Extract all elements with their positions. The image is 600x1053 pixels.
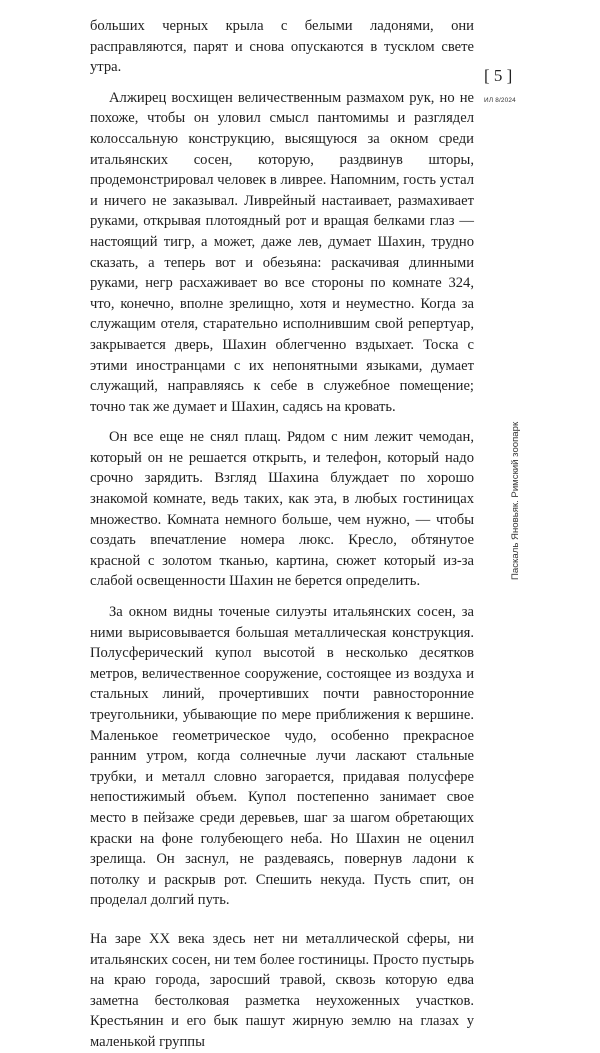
running-title-author: Паскаль Яновьяк. [510, 500, 521, 580]
paragraph-continuation: больших черных крыла с белыми ладонями, они расправляются, парят и снова опускаются в тусклом свете утра. [90, 18, 474, 76]
page-number [484, 66, 520, 86]
running-title [510, 422, 521, 580]
journal-issue: ИЛ 8/2024 [484, 97, 516, 104]
paragraph-zarya-veka: На заре XX века здесь нет ни металлической сферы, ни итальянских сосен, ни тем более гостиницы. Просто пустырь на краю города, заросший травой, сквозь которую едва заметна бестолковая разметка неухоженных участков. Крестьянин и его бык пашут жирную землю на глазах у маленькой группы [90, 930, 474, 1050]
paragraph-sosny: За окном видны точеные силуэты итальянских сосен, за ними вырисовывается большая металлическая конструкция. Полусферический купол высотой в несколько десятков метров, величественное сооружение, состоящее из воздуха и стальных линий, прочертивших почти равносторонние треугольники, убывающие по мере приближения к вершине. Маленькое геометрическое чудо, особенно прекрасное ранним утром, когда солнечные лучи ласкают стальные трубки, и металл словно загорается, придавая полусфере непостижимый объем. Купол постепенно занимает свое место в пейзаже среди деревьев, шаг за шагом обретающих краски на фоне голубеющего неба. Но Шахин не оценил зрелища. Он заснул, не раздеваясь, повернув ладони к потолку и раскрыв рот. Спешить некуда. Пусть спит, он проделал долгий путь. [90, 604, 474, 909]
paragraph-plashch: Он все еще не снял плащ. Рядом с ним лежит чемодан, который он не решается открыть, и телефон, который надо срочно зарядить. Взгляд Шахина блуждает по хорошо знакомой комнате, ведь таких, как эта, в любых гостиницах множество. Комната немного больше, чем нужно, — чтобы создать впечатление номера люкс. Кресло, обтянутое красной с золотом тканью, картина, сюжет который из-за слабой освещенности Шахин не берется определить. [90, 429, 474, 590]
paragraph-alzhirets: Алжирец восхищен величественным размахом рук, но не похоже, чтобы он уловил смысл пантомимы и разглядел колоссальную конструкцию, высящуюся за окном среди итальянских сосен, которую, раздвинув шторы, продемонстрировал человек в ливрее. Напомним, гость устал и ничего не заказывал. Ливрейный настаивает, размахивает руками, открывая плотоядный рот и вращая белками глаз — настоящий тигр, а может, даже лев, думает Шахин, трудно сказать, а теперь вот и обезьяна: раскачивая длинными руками, негр расхаживает во все стороны по комнате 324, что, конечно, вполне зрелищно, хотя и неуместно. Когда за служащим отеля, старательно исполнившим свой репертуар, закрывается дверь, Шахин облегченно вздыхает. Тоска с этими иностранцами с их непонятными языками, думает служащий, направляясь к себе в служебное помещение; точно так же думает и Шахин, садясь на кровать. [90, 89, 474, 415]
running-title-work: Римский зоопарк [510, 421, 521, 498]
page-number-bracket-left: [ [484, 66, 490, 85]
main-text-column [90, 16, 474, 1053]
page-number-value: 5 [493, 66, 503, 85]
page-number-bracket-right: ] [506, 66, 513, 85]
